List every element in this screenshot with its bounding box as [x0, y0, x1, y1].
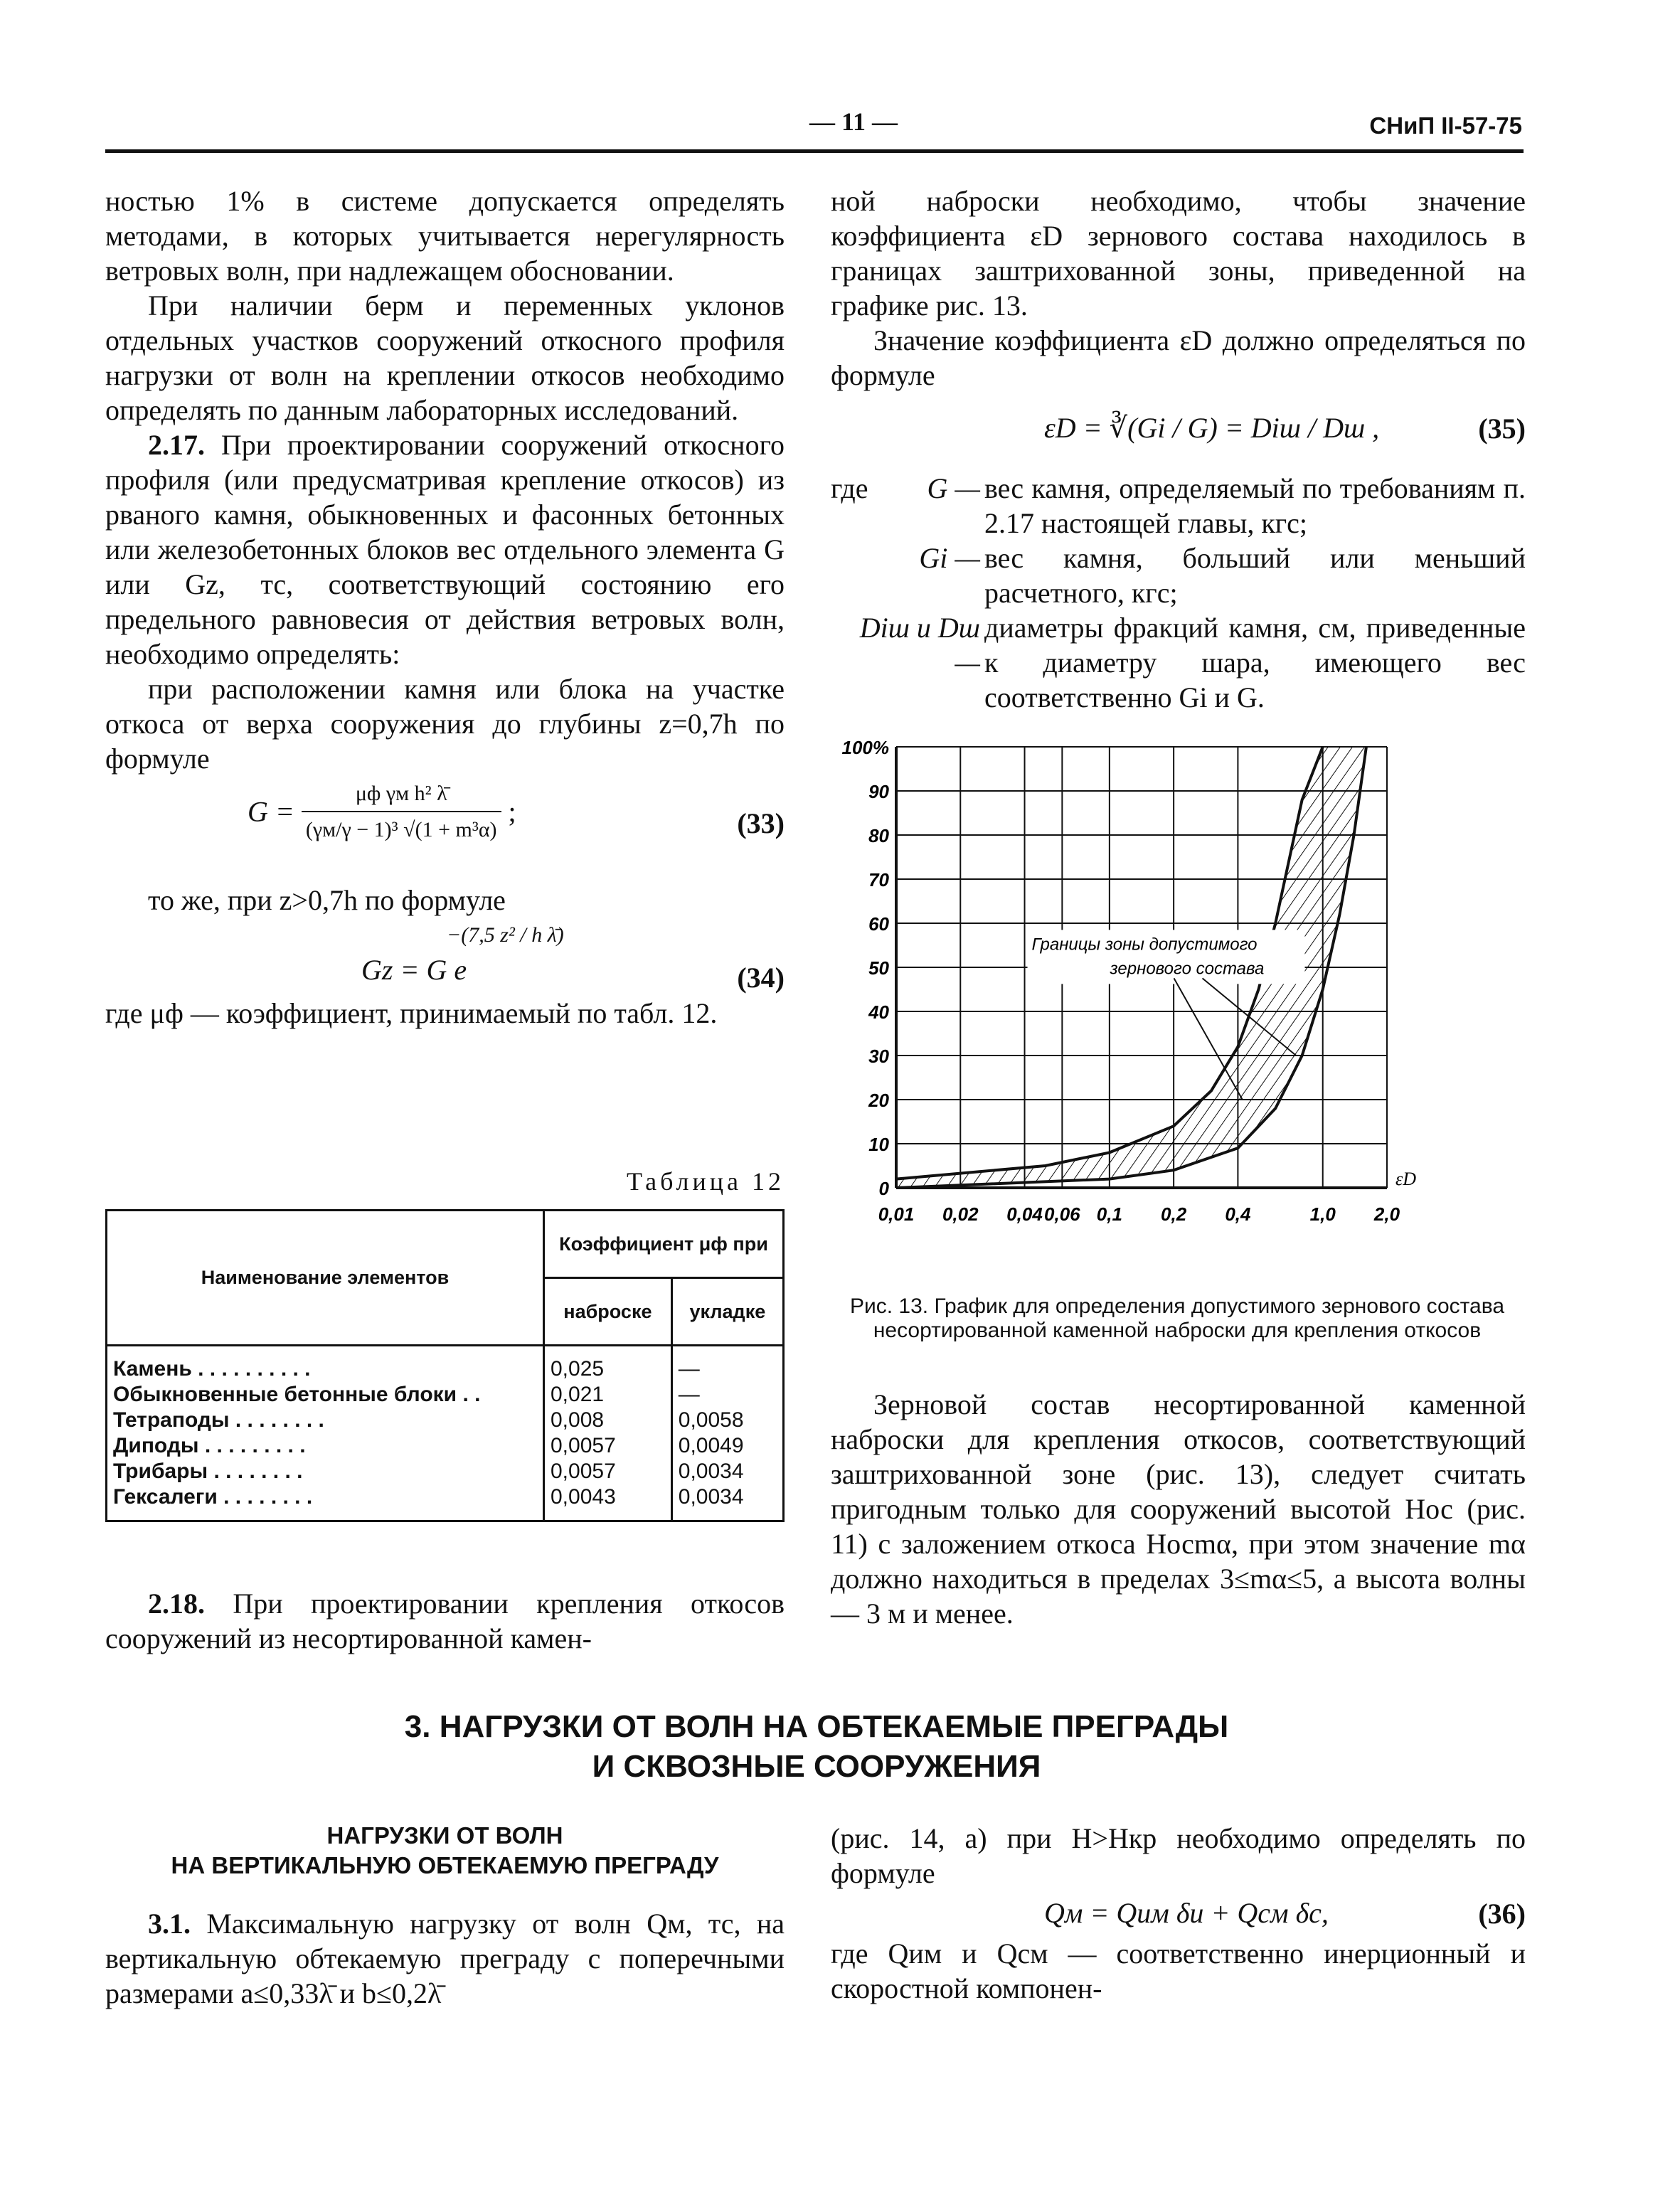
formula-35: [831, 393, 1526, 471]
paragraph-right-4: (рис. 14, а) при H>Hкр необходимо определять по формуле: [831, 1822, 1526, 1889]
table-row: [107, 1382, 784, 1408]
right-column: [831, 184, 1526, 715]
clause-number: 2.17.: [148, 429, 205, 461]
table-row: [107, 1459, 784, 1484]
clause-text-3-1: Максимальную нагрузку от волн Qм, тс, на вертикальную обтекаемую преграду с поперечными размерами a≤0,33λ̄ и b≤0,2λ̄: [105, 1908, 785, 2009]
table-row: [107, 1484, 784, 1521]
x-tick-label: 2,0: [1373, 1203, 1400, 1225]
table-row: [107, 1408, 784, 1433]
left-column: [105, 184, 785, 1031]
definition-term: G —: [927, 472, 980, 504]
paragraph-right-3: Зерновой состав несортированной каменной наброски для крепления откосов, соответствующий заштрихованной зоне (рис. 13), следует считать пригодным только для сооружений высотой Hос (рис. 11) с заложением откоса Hосmα, при этом значение mα должно находиться в пределах 3≤mα≤5, а высота волны — 3 м и менее.: [831, 1388, 1526, 1630]
section-title: [105, 1707, 1528, 1787]
formula-33-numerator: μф γм h² λ̄: [302, 776, 501, 812]
x-tick-label: 0,06: [1044, 1203, 1080, 1225]
table-header-a: наброске: [544, 1278, 672, 1346]
y-tick-label: 60: [868, 913, 889, 935]
section-title-line-1: 3. НАГРУЗКИ ОТ ВОЛН НА ОБТЕКАЕМЫЕ ПРЕГРАДЫ: [404, 1709, 1229, 1744]
y-tick-label: 70: [868, 869, 889, 891]
formula-33: [105, 776, 785, 883]
formula-36: [831, 1891, 1526, 1936]
paragraph-right-2: Значение коэффициента εD должно определяться по формуле: [831, 324, 1526, 391]
table-cell-name: Камень . . . . . . . . . .: [107, 1346, 544, 1383]
x-tick-label: 0,04: [1006, 1203, 1043, 1225]
table-header-coef: Коэффициент μф при: [544, 1211, 784, 1278]
x-tick-label: 0,02: [942, 1203, 979, 1225]
annotation-line-1: Границы зоны допустимого: [1031, 935, 1258, 955]
formula-33-lhs: G =: [248, 795, 294, 828]
formula-35-body: εD = ∛(Gi / G) = Diш / Dш ,: [1044, 412, 1380, 444]
y-tick-label: 90: [868, 781, 889, 802]
annotation-line-2: зернового состава: [1110, 959, 1265, 979]
paragraph-left-1: ностью 1% в системе допускается определять методами, в которых учитывается нерегулярность ветровых волн, при надлежащем обосновании.: [105, 185, 785, 287]
table-cell-a: 0,025: [544, 1346, 672, 1383]
definition-desc: диаметры фракций камня, см, приведенные к диаметру шара, имеющего вес соответственно Gi и G.: [984, 612, 1526, 713]
x-axis-label: εD: [1395, 1169, 1417, 1189]
paragraph-left-5: то же, при z>0,7h по формуле: [148, 884, 506, 916]
table-cell-a: 0,0043: [544, 1484, 672, 1521]
x-tick-label: 1,0: [1309, 1203, 1336, 1225]
definition-term: Diш и Dш —: [859, 612, 980, 679]
formula-34-body: Gz = G e: [361, 954, 467, 986]
definition-row: [831, 541, 1526, 610]
table-cell-b: 0,0034: [671, 1459, 783, 1484]
clause-text: При проектировании сооружений откосного профиля (или предусматривая крепление откосов) из рваного камня, обыкновенных и фасонных бетонных или железобетонных блоков вес отдельного элемента G или Gz, тс, соответствующий состоянию его предельного равновесия от действия ветровых волн, необходимо определять:: [105, 429, 785, 670]
paragraph-2-17: [105, 427, 785, 671]
y-tick-label: 80: [868, 825, 889, 846]
where-label: где: [831, 472, 868, 504]
definition-desc: вес камня, больший или меньший расчетного, кгс;: [984, 542, 1526, 609]
grain-composition-chart: [839, 733, 1423, 1245]
formula-34-exponent: −(7,5 z² / h λ̄): [447, 923, 564, 947]
x-tick-label: 0,4: [1225, 1203, 1251, 1225]
formula-34-label: (34): [737, 962, 785, 994]
formula-36-body: Qм = Qим δи + Qсм δс,: [1044, 1897, 1329, 1929]
y-tick-label: 10: [868, 1134, 889, 1155]
formula-33-den-a: (γм/γ − 1)³: [305, 818, 398, 841]
definition-term: Gi —: [919, 542, 980, 574]
y-tick-label: 20: [868, 1090, 889, 1111]
formula-33-den-b: √(1 + m³α): [403, 818, 497, 841]
formula-35-label: (35): [1478, 413, 1526, 445]
formula-33-label: (33): [737, 807, 785, 839]
y-tick-label: 100%: [841, 737, 889, 758]
table-header-b: укладке: [671, 1278, 783, 1346]
table-cell-b: 0,0034: [671, 1484, 783, 1521]
table-cell-b: —: [671, 1346, 783, 1383]
document-code: СНиП II-57-75: [1369, 112, 1522, 139]
page-number: — 11 —: [809, 107, 898, 136]
figure-caption: Рис. 13. График для определения допустимого зернового состава несортированной каменной наброски для крепления откосов: [849, 1294, 1505, 1342]
x-tick-label: 0,2: [1161, 1203, 1187, 1225]
clause-number-2-18: 2.18.: [148, 1588, 205, 1620]
y-tick-label: 40: [868, 1001, 889, 1023]
x-tick-label: 0,01: [878, 1203, 915, 1225]
definition-desc: вес камня, определяемый по требованиям п. 2.17 настоящей главы, кгс;: [984, 472, 1526, 539]
formula-33-fraction: [302, 776, 501, 847]
y-tick-label: 50: [868, 957, 889, 979]
annotation-leader-1: [1174, 978, 1243, 1100]
definition-row: [831, 610, 1526, 715]
table-header-name: Наименование элементов: [107, 1211, 544, 1346]
table-cell-a: 0,021: [544, 1382, 672, 1408]
paragraph-right-1: ной наброски необходимо, чтобы значение коэффициента εD зернового состава находилось в границах заштрихованной зоны, приведенной на графике рис. 13.: [831, 185, 1526, 321]
paragraph-2-18: [105, 1586, 785, 1656]
paragraph-left-4: при расположении камня или блока на участке откоса от верха сооружения до глубины z=0,7h по формуле: [105, 673, 785, 775]
table-cell-a: 0,0057: [544, 1459, 672, 1484]
table-cell-name: Гексалеги . . . . . . . .: [107, 1484, 544, 1521]
section-title-line-2: И СКВОЗНЫЕ СООРУЖЕНИЯ: [592, 1749, 1041, 1784]
subsection-title-line-1: НАГРУЗКИ ОТ ВОЛН: [326, 1822, 563, 1849]
definition-row: [831, 471, 1526, 541]
y-tick-label: 0: [878, 1178, 889, 1199]
table-cell-a: 0,008: [544, 1408, 672, 1433]
table-cell-b: 0,0058: [671, 1408, 783, 1433]
table-cell-name: Обыкновенные бетонные блоки . .: [107, 1382, 544, 1408]
table-cell-b: 0,0049: [671, 1433, 783, 1459]
x-tick-label: 0,1: [1096, 1203, 1122, 1225]
table-cell-b: —: [671, 1382, 783, 1408]
table-cell-name: Тетраподы . . . . . . . .: [107, 1408, 544, 1433]
subsection-title: [105, 1821, 785, 1881]
table-cell-name: Диподы . . . . . . . . .: [107, 1433, 544, 1459]
table-caption: Таблица 12: [627, 1167, 785, 1196]
header-rule: [105, 149, 1524, 153]
clause-number-3-1: 3.1.: [148, 1908, 191, 1940]
paragraph-3-1-wrap: [105, 1906, 785, 2011]
table-row: [107, 1346, 784, 1383]
paragraph-left-6: где μф — коэффициент, принимаемый по табл. 12.: [105, 997, 718, 1029]
y-tick-label: 30: [868, 1046, 889, 1067]
paragraph-left-2: При наличии берм и переменных уклонов отдельных участков сооружений откосного профиля нагрузки от волн на креплении откосов необходимо определять по данным лабораторных исследований.: [105, 289, 785, 426]
formula-36-label: (36): [1478, 1898, 1526, 1930]
subsection-title-line-2: НА ВЕРТИКАЛЬНУЮ ОБТЕКАЕМУЮ ПРЕГРАДУ: [171, 1852, 719, 1878]
definitions: [831, 471, 1526, 715]
paragraph-right-5: где Qим и Qсм — соответственно инерционный и скоростной компонен-: [831, 1937, 1526, 2004]
table-row: [107, 1433, 784, 1459]
table-cell-name: Трибары . . . . . . . .: [107, 1459, 544, 1484]
formula-34: [105, 918, 785, 996]
table-cell-a: 0,0057: [544, 1433, 672, 1459]
table-12: [105, 1209, 785, 1522]
paragraph-right-3-wrap: [831, 1387, 1526, 1631]
clause-text-2-18: При проектировании крепления откосов сооружений из несортированной камен-: [105, 1588, 785, 1654]
formula-33-denominator: [302, 812, 501, 847]
right-column-bottom: [831, 1821, 1526, 2006]
formula-33-tail: ;: [508, 795, 516, 828]
